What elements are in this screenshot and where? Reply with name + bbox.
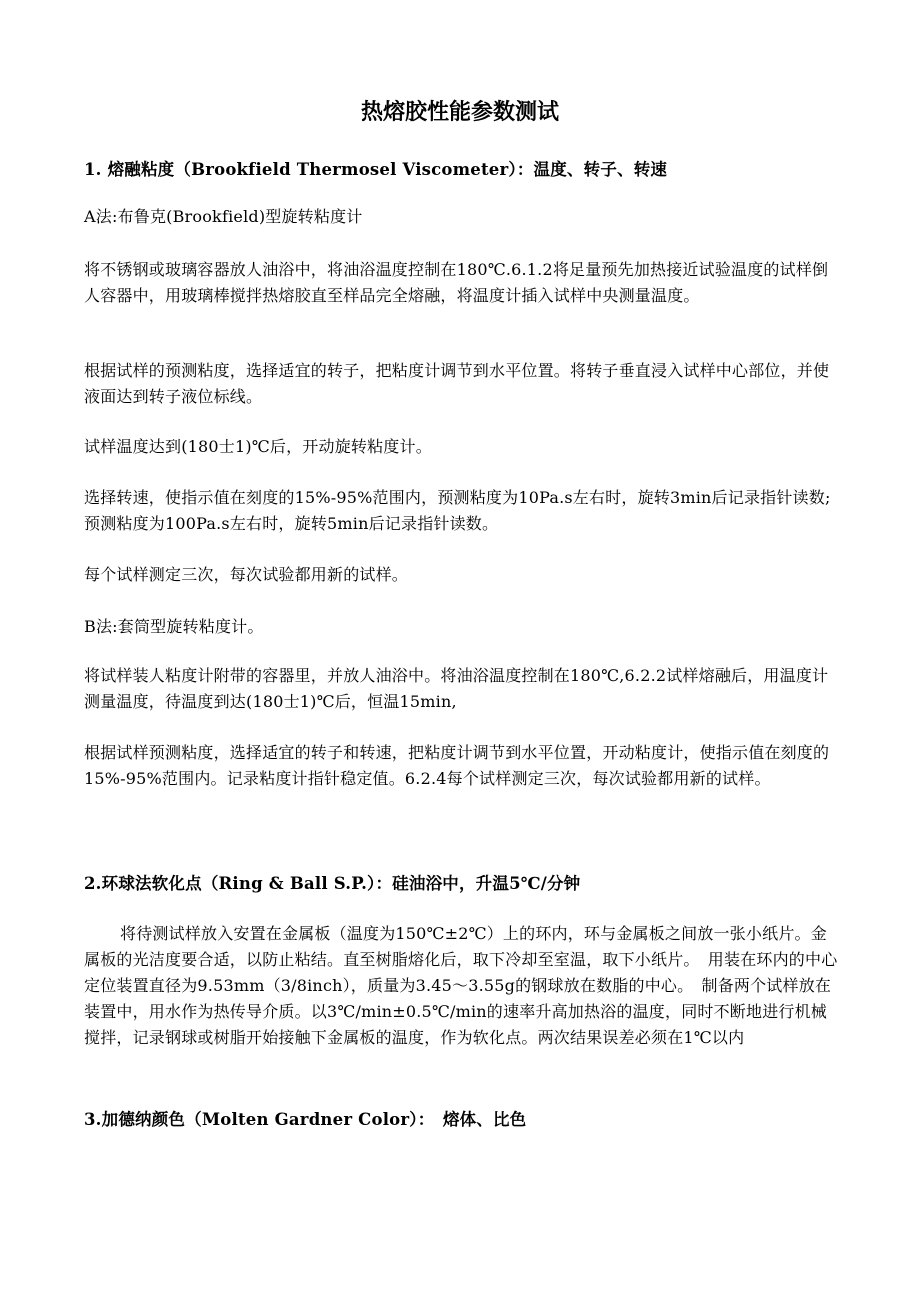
method-b-label: B法:套筒型旋转粘度计。 bbox=[84, 617, 264, 636]
method-a-step-5: 每个试样测定三次，每次试验都用新的试样。 bbox=[84, 565, 409, 584]
method-a-label: A法:布鲁克(Brookfield)型旋转粘度计 bbox=[84, 207, 363, 226]
method-b-step-2: 根据试样预测粘度，选择适宜的转子和转速，把粘度计调节到水平位置，开动粘度计，使指示值在刻度的15%-95%范围内。记录粘度计指针稳定值。6.2.4每个试样测定三次，每次试验都用新的试样。 bbox=[84, 743, 830, 788]
page-title: 热熔胶性能参数测试 bbox=[360, 99, 559, 125]
method-a-step-2: 根据试样的预测粘度，选择适宜的转子，把粘度计调节到水平位置。将转子垂直浸入试样中心部位，并使液面达到转子液位标线。 bbox=[84, 361, 830, 406]
section-2-heading: 2.环球法软化点（Ring & Ball S.P.）：硅油浴中，升温5℃/分钟 bbox=[84, 874, 581, 893]
section-3-heading: 3.加德纳颜色（Molten Gardner Color）： 熔体、比色 bbox=[84, 1110, 527, 1129]
method-a-step-3: 试样温度达到(180士1)℃后，开动旋转粘度计。 bbox=[84, 437, 432, 456]
section-1-heading: 1. 熔融粘度（Brookfield Thermosel Viscometer）：温度、转子、转速 bbox=[84, 160, 668, 179]
method-a-step-1: 将不锈钢或玻璃容器放人油浴中，将油浴温度控制在180℃.6.1.2将足量预先加热接近试验温度的试样倒人容器中，用玻璃棒搅拌热熔胶直至样品完全熔融，将温度计插入试样中央测量温度。 bbox=[84, 260, 829, 305]
method-b-step-1: 将试样装人粘度计附带的容器里，并放人油浴中。将油浴温度控制在180℃,6.2.2试样熔融后，用温度计测量温度，待温度到达(180士1)℃后，恒温15min, bbox=[84, 666, 829, 711]
section-2-body: 将待测试样放入安置在金属板（温度为150℃±2℃）上的环内，环与金属板之间放一张小纸片。金属板的光洁度要合适，以防止粘结。直至树脂熔化后，取下冷却至室温，取下小纸片。 用装在环内的中心定位装置直径为9.53mm（3/8inch），质量为3.45～3.55g的钢球放在数脂的中心。 制备两个试样放在装置中，用水作为热传导介质。以3℃/min±0.5℃/min的速率升高加热浴的温度，同时不断地进行机械搅拌，记录钢球或树脂开始接触下金属板的温度，作为软化点。两次结果误差必须在1℃以内 bbox=[84, 924, 838, 1047]
method-a-step-4: 选择转速，使指示值在刻度的15%-95%范围内，预测粘度为10Pa.s左右时，旋转3min后记录指针读数;预测粘度为100Pa.s左右时，旋转5min后记录指针读数。 bbox=[84, 488, 831, 533]
